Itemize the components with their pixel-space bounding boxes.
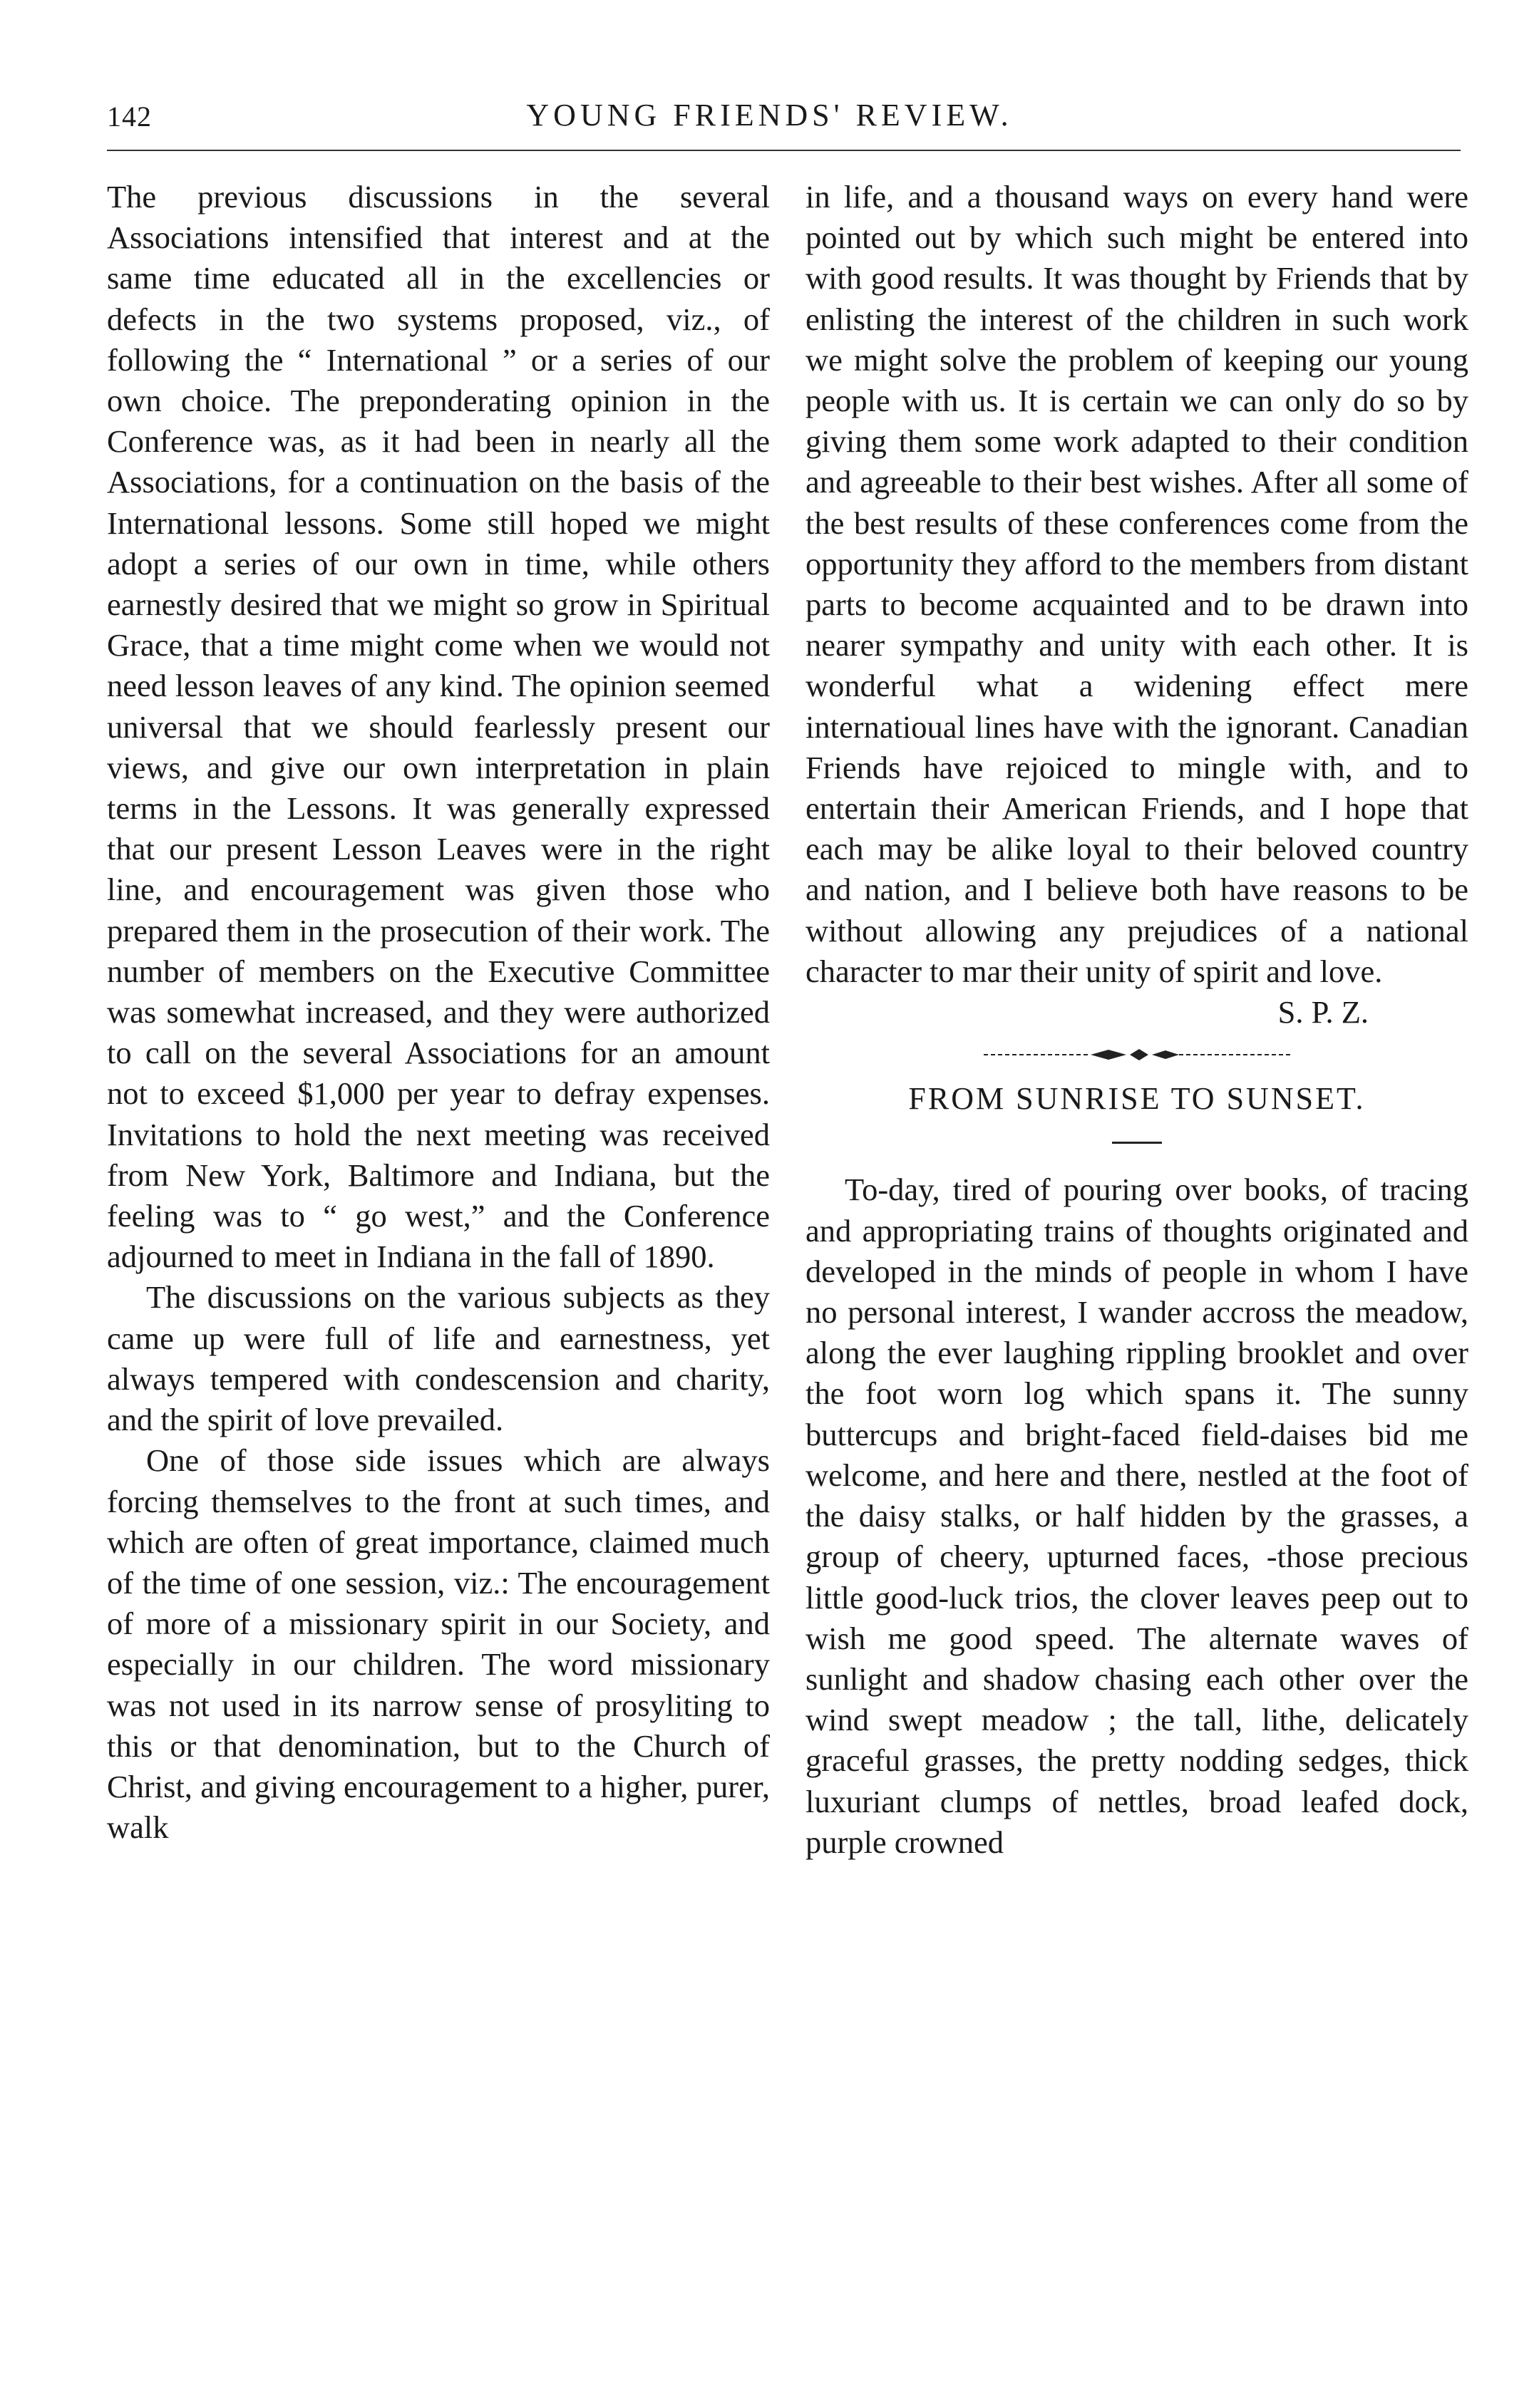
header-rule [107, 150, 1461, 151]
section-title: FROM SUNRISE TO SUNSET. [908, 1081, 1366, 1117]
section-paragraph-1: To-day, tired of pouring over books, of tracing and appropriating trains of thoughts originated and developed in the minds of people in whom I have no personal interest, I wander accross the meadow, along the ever laughing rippling brooklet and over the foot worn log which spans it. The sunny buttercups and bright-faced field-daises bid me welcome, and here and there, nestled at the foot of the daisy stalks, or half hidden by the grasses, a group of cheery, upturned faces, -those precious little good-luck trios, the clover leaves peep out to wish me good speed. The alternate waves of sunlight and shadow chasing each other over the wind swept meadow ; the tall, lithe, delicately graceful grasses, the pretty nodding sedges, thick luxuriant clumps of nettles, broad leafed dock, purple crowned [805, 1172, 1468, 1860]
left-paragraph-2: The discussions on the various subjects as they came up were full of life and earnestness, yet always tempered with condescension and charity, and the spirit of love prevailed. [107, 1279, 770, 1438]
section-divider-ornament [984, 1045, 1290, 1064]
left-column [107, 177, 770, 1848]
right-paragraph-1: in life, and a thousand ways on every hand were pointed out by which such might be entered into with good results. It was thought by Friends that by enlisting the interest of the children in such work we might solve the problem of keeping our young people with us. It is certain we can only do so by giving them some work adapted to their condition and agreeable to their best wishes. After all some of the best results of these conferences come from the opportunity they afford to the members from distant parts to become acquainted and to be drawn into nearer sympathy and unity with each other. It is wonderful what a widening effect mere internatioual lines have with the ignorant. Canadian Friends have rejoiced to mingle with, and to entertain their American Friends, and I hope that each may be alike loyal to their beloved country and nation, and I believe both have reasons to be without allowing any prejudices of a national character to mar their unity of spirit and love. [805, 179, 1468, 989]
left-paragraph-3: One of those side issues which are always forcing themselves to the front at such times, and which are often of great importance, claimed much of the time of one session, viz.: The encouragement of more of a missionary spirit in our Society, and especially in our children. The word missionary was not used in its narrow sense of prosyliting to this or that denomination, but to the Church of Christ, and giving encouragement to a higher, purer, walk [107, 1442, 770, 1846]
running-title: YOUNG FRIENDS' REVIEW. [526, 98, 1013, 133]
author-signature: S. P. Z. [1277, 994, 1369, 1030]
right-column [805, 177, 1468, 1863]
title-rule [1112, 1142, 1162, 1144]
page-number: 142 [107, 100, 152, 133]
left-paragraph-1: The previous discussions in the several Associations intensified that interest and at the same time educated all in the excellencies or defects in the two systems proposed, viz., of following the “ International ” or a series of our own choice. The preponderating opinion in the Conference was, as it had been in nearly all the Associations, for a continuation on the basis of the International lessons. Some still hoped we might adopt a series of our own in time, while others earnestly desired that we might so grow in Spiritual Grace, that a time might come when we would not need lesson leaves of any kind. The opinion seemed universal that we should fearlessly present our views, and give our own interpretation in plain terms in the Lessons. It was generally expressed that our present Lesson Leaves were in the right line, and encouragement was given those who prepared them in the prosecution of their work. The number of members on the Executive Committee was somewhat increased, and they were authorized to call on the several Associations for an amount not to exceed $1,000 per year to defray expenses. Invitations to hold the next meeting was received from New York, Baltimore and Indiana, but the feeling was to “ go west,” and the Conference adjourned to meet in Indiana in the fall of 1890. [107, 179, 770, 1275]
